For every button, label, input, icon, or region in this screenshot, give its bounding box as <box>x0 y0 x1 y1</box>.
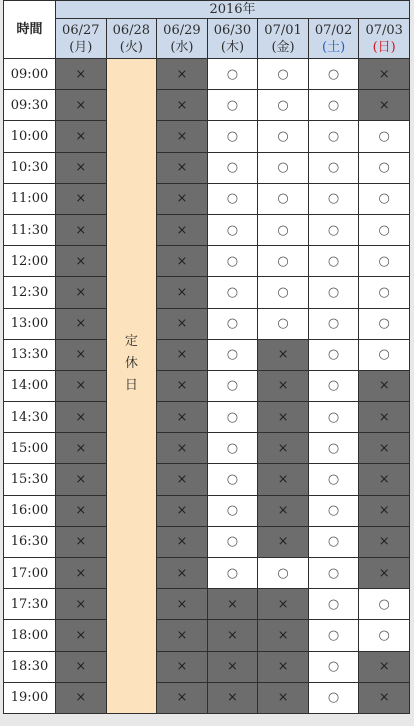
time-label: 15:00 <box>4 433 56 464</box>
slot-available[interactable]: ○ <box>359 214 410 245</box>
slot-unavailable: × <box>359 370 410 401</box>
slot-available[interactable]: ○ <box>359 277 410 308</box>
table-row <box>4 495 410 526</box>
time-label: 11:30 <box>4 214 56 245</box>
slot-unavailable: × <box>56 152 107 183</box>
slot-unavailable: × <box>56 183 107 214</box>
slot-available[interactable]: ○ <box>207 433 258 464</box>
slot-available[interactable]: ○ <box>258 59 309 90</box>
table-row <box>4 558 410 589</box>
time-label: 19:00 <box>4 682 56 713</box>
slot-available[interactable]: ○ <box>207 152 258 183</box>
table-row <box>4 526 410 557</box>
slot-available[interactable]: ○ <box>308 152 359 183</box>
time-label: 12:00 <box>4 246 56 277</box>
day-header-0 <box>56 19 107 59</box>
slot-available[interactable]: ○ <box>207 246 258 277</box>
day-header-row <box>4 19 410 59</box>
slot-unavailable: × <box>157 402 208 433</box>
slot-unavailable: × <box>359 526 410 557</box>
slot-unavailable: × <box>258 682 309 713</box>
slot-available[interactable]: ○ <box>258 183 309 214</box>
slot-unavailable: × <box>157 526 208 557</box>
slot-unavailable: × <box>157 651 208 682</box>
slot-available[interactable]: ○ <box>258 90 309 121</box>
time-label: 17:00 <box>4 558 56 589</box>
day-date: 06/30 <box>213 22 252 38</box>
slot-unavailable: × <box>258 526 309 557</box>
table-row <box>4 90 410 121</box>
table-row <box>4 433 410 464</box>
slot-available[interactable]: ○ <box>308 620 359 651</box>
time-label: 18:00 <box>4 620 56 651</box>
slot-available[interactable]: ○ <box>258 558 309 589</box>
slot-unavailable: × <box>56 526 107 557</box>
table-row <box>4 620 410 651</box>
day-of-week: (月) <box>69 39 93 55</box>
table-row <box>4 651 410 682</box>
slot-available[interactable]: ○ <box>359 183 410 214</box>
slot-unavailable: × <box>258 464 309 495</box>
time-label: 15:30 <box>4 464 56 495</box>
time-label: 18:30 <box>4 651 56 682</box>
slot-available[interactable]: ○ <box>308 495 359 526</box>
slot-unavailable: × <box>56 370 107 401</box>
slot-unavailable: × <box>157 339 208 370</box>
slot-available[interactable]: ○ <box>308 464 359 495</box>
day-date: 06/27 <box>62 22 100 38</box>
slot-available[interactable]: ○ <box>207 370 258 401</box>
slot-unavailable: × <box>359 464 410 495</box>
slot-available[interactable]: ○ <box>359 339 410 370</box>
slot-unavailable: × <box>157 214 208 245</box>
slot-unavailable: × <box>56 308 107 339</box>
slot-unavailable: × <box>258 402 309 433</box>
time-label: 17:30 <box>4 589 56 620</box>
day-of-week: (木) <box>220 39 245 55</box>
slot-unavailable: × <box>207 682 258 713</box>
slot-available[interactable]: ○ <box>308 308 359 339</box>
time-label: 10:30 <box>4 152 56 183</box>
slot-available[interactable]: ○ <box>207 402 258 433</box>
slot-available[interactable]: ○ <box>308 277 359 308</box>
slot-available[interactable]: ○ <box>359 620 410 651</box>
slot-unavailable: × <box>359 495 410 526</box>
table-row <box>4 59 410 90</box>
day-date: 07/01 <box>264 22 302 38</box>
schedule-header <box>4 1 410 59</box>
slot-unavailable: × <box>56 620 107 651</box>
slot-available[interactable]: ○ <box>359 589 410 620</box>
slot-unavailable: × <box>157 682 208 713</box>
slot-unavailable: × <box>258 651 309 682</box>
table-row <box>4 464 410 495</box>
table-row <box>4 308 410 339</box>
slot-available[interactable]: ○ <box>359 121 410 152</box>
slot-available[interactable]: ○ <box>207 495 258 526</box>
table-row <box>4 402 410 433</box>
table-row <box>4 121 410 152</box>
slot-unavailable: × <box>359 59 410 90</box>
day-date: 06/29 <box>163 22 201 38</box>
time-label: 13:00 <box>4 308 56 339</box>
day-date: 06/28 <box>112 22 151 38</box>
slot-available[interactable]: ○ <box>308 246 359 277</box>
slot-unavailable: × <box>258 370 309 401</box>
day-header-3 <box>207 19 258 59</box>
slot-unavailable: × <box>157 464 208 495</box>
day-of-week: (金) <box>271 39 295 55</box>
day-header-5 <box>308 19 359 59</box>
slot-unavailable: × <box>56 214 107 245</box>
day-header-6 <box>359 19 410 59</box>
slot-available[interactable]: ○ <box>308 589 359 620</box>
table-row <box>4 183 410 214</box>
slot-available[interactable]: ○ <box>207 90 258 121</box>
slot-available[interactable]: ○ <box>207 121 258 152</box>
slot-unavailable: × <box>56 495 107 526</box>
slot-unavailable: × <box>56 59 107 90</box>
slot-unavailable: × <box>258 433 309 464</box>
time-label: 16:00 <box>4 495 56 526</box>
slot-unavailable: × <box>157 121 208 152</box>
slot-available[interactable]: ○ <box>207 464 258 495</box>
day-of-week: (土) <box>322 39 346 55</box>
time-label: 09:00 <box>4 59 56 90</box>
table-row <box>4 589 410 620</box>
slot-unavailable: × <box>56 558 107 589</box>
slot-available[interactable]: ○ <box>308 121 359 152</box>
slot-unavailable: × <box>207 620 258 651</box>
slot-available[interactable]: ○ <box>308 183 359 214</box>
slot-available[interactable]: ○ <box>207 59 258 90</box>
slot-available[interactable]: ○ <box>207 183 258 214</box>
slot-unavailable: × <box>56 682 107 713</box>
table-row <box>4 277 410 308</box>
slot-unavailable: × <box>157 433 208 464</box>
time-label: 12:30 <box>4 277 56 308</box>
slot-available[interactable]: ○ <box>308 59 359 90</box>
slot-available[interactable]: ○ <box>308 214 359 245</box>
schedule-body <box>4 59 410 714</box>
slot-unavailable: × <box>56 121 107 152</box>
year-label: 2016年 <box>56 1 410 19</box>
slot-available[interactable]: ○ <box>359 308 410 339</box>
slot-available[interactable]: ○ <box>207 526 258 557</box>
slot-unavailable: × <box>157 183 208 214</box>
slot-available[interactable]: ○ <box>258 214 309 245</box>
slot-available[interactable]: ○ <box>308 526 359 557</box>
slot-unavailable: × <box>258 620 309 651</box>
table-row <box>4 682 410 713</box>
slot-available[interactable]: ○ <box>308 90 359 121</box>
time-label: 11:00 <box>4 183 56 214</box>
slot-available[interactable]: ○ <box>258 277 309 308</box>
table-row <box>4 370 410 401</box>
day-of-week: (日) <box>372 39 396 55</box>
slot-available[interactable]: ○ <box>308 370 359 401</box>
day-header-1 <box>106 19 157 59</box>
slot-available[interactable]: ○ <box>359 246 410 277</box>
slot-available[interactable]: ○ <box>308 402 359 433</box>
slot-unavailable: × <box>56 464 107 495</box>
slot-unavailable: × <box>359 651 410 682</box>
slot-available[interactable]: ○ <box>359 152 410 183</box>
day-header-4 <box>258 19 309 59</box>
slot-available[interactable]: ○ <box>308 651 359 682</box>
time-label: 09:30 <box>4 90 56 121</box>
slot-available[interactable]: ○ <box>308 682 359 713</box>
table-row <box>4 246 410 277</box>
slot-available[interactable]: ○ <box>258 246 309 277</box>
time-label: 13:30 <box>4 339 56 370</box>
day-of-week: (火) <box>119 39 143 55</box>
slot-available[interactable]: ○ <box>207 558 258 589</box>
slot-available[interactable]: ○ <box>308 558 359 589</box>
schedule-table <box>3 0 410 714</box>
time-label: 16:30 <box>4 526 56 557</box>
slot-available[interactable]: ○ <box>308 433 359 464</box>
slot-unavailable: × <box>157 589 208 620</box>
slot-unavailable: × <box>359 682 410 713</box>
slot-unavailable: × <box>258 495 309 526</box>
slot-unavailable: × <box>56 433 107 464</box>
slot-unavailable: × <box>359 90 410 121</box>
slot-unavailable: × <box>157 370 208 401</box>
slot-unavailable: × <box>56 90 107 121</box>
slot-unavailable: × <box>56 651 107 682</box>
slot-available[interactable]: ○ <box>207 214 258 245</box>
slot-unavailable: × <box>157 59 208 90</box>
slot-unavailable: × <box>56 402 107 433</box>
table-row <box>4 152 410 183</box>
slot-unavailable: × <box>56 589 107 620</box>
table-row <box>4 339 410 370</box>
slot-unavailable: × <box>207 589 258 620</box>
slot-unavailable: × <box>157 495 208 526</box>
day-date: 07/03 <box>365 22 403 38</box>
slot-unavailable: × <box>157 620 208 651</box>
closed-day-label: 定休日 <box>124 333 138 393</box>
slot-unavailable: × <box>258 589 309 620</box>
time-label: 14:00 <box>4 370 56 401</box>
table-row <box>4 214 410 245</box>
slot-available[interactable]: ○ <box>258 152 309 183</box>
day-header-2 <box>157 19 208 59</box>
slot-unavailable: × <box>359 402 410 433</box>
time-column-header: 時間 <box>4 1 56 59</box>
slot-unavailable: × <box>157 152 208 183</box>
time-label: 10:00 <box>4 121 56 152</box>
slot-unavailable: × <box>56 339 107 370</box>
slot-unavailable: × <box>157 558 208 589</box>
slot-unavailable: × <box>157 246 208 277</box>
slot-available[interactable]: ○ <box>207 277 258 308</box>
slot-unavailable: × <box>157 90 208 121</box>
time-label: 14:30 <box>4 402 56 433</box>
slot-unavailable: × <box>56 246 107 277</box>
slot-available[interactable]: ○ <box>258 121 309 152</box>
slot-available[interactable]: ○ <box>207 308 258 339</box>
slot-unavailable: × <box>56 277 107 308</box>
day-date: 07/02 <box>314 22 353 38</box>
closed-day-cell <box>106 59 157 714</box>
slot-available[interactable]: ○ <box>207 339 258 370</box>
day-of-week: (水) <box>170 39 194 55</box>
slot-available[interactable]: ○ <box>258 308 309 339</box>
slot-unavailable: × <box>207 651 258 682</box>
slot-unavailable: × <box>157 308 208 339</box>
slot-unavailable: × <box>359 433 410 464</box>
slot-unavailable: × <box>157 277 208 308</box>
slot-unavailable: × <box>359 558 410 589</box>
slot-unavailable: × <box>258 339 309 370</box>
slot-available[interactable]: ○ <box>308 339 359 370</box>
